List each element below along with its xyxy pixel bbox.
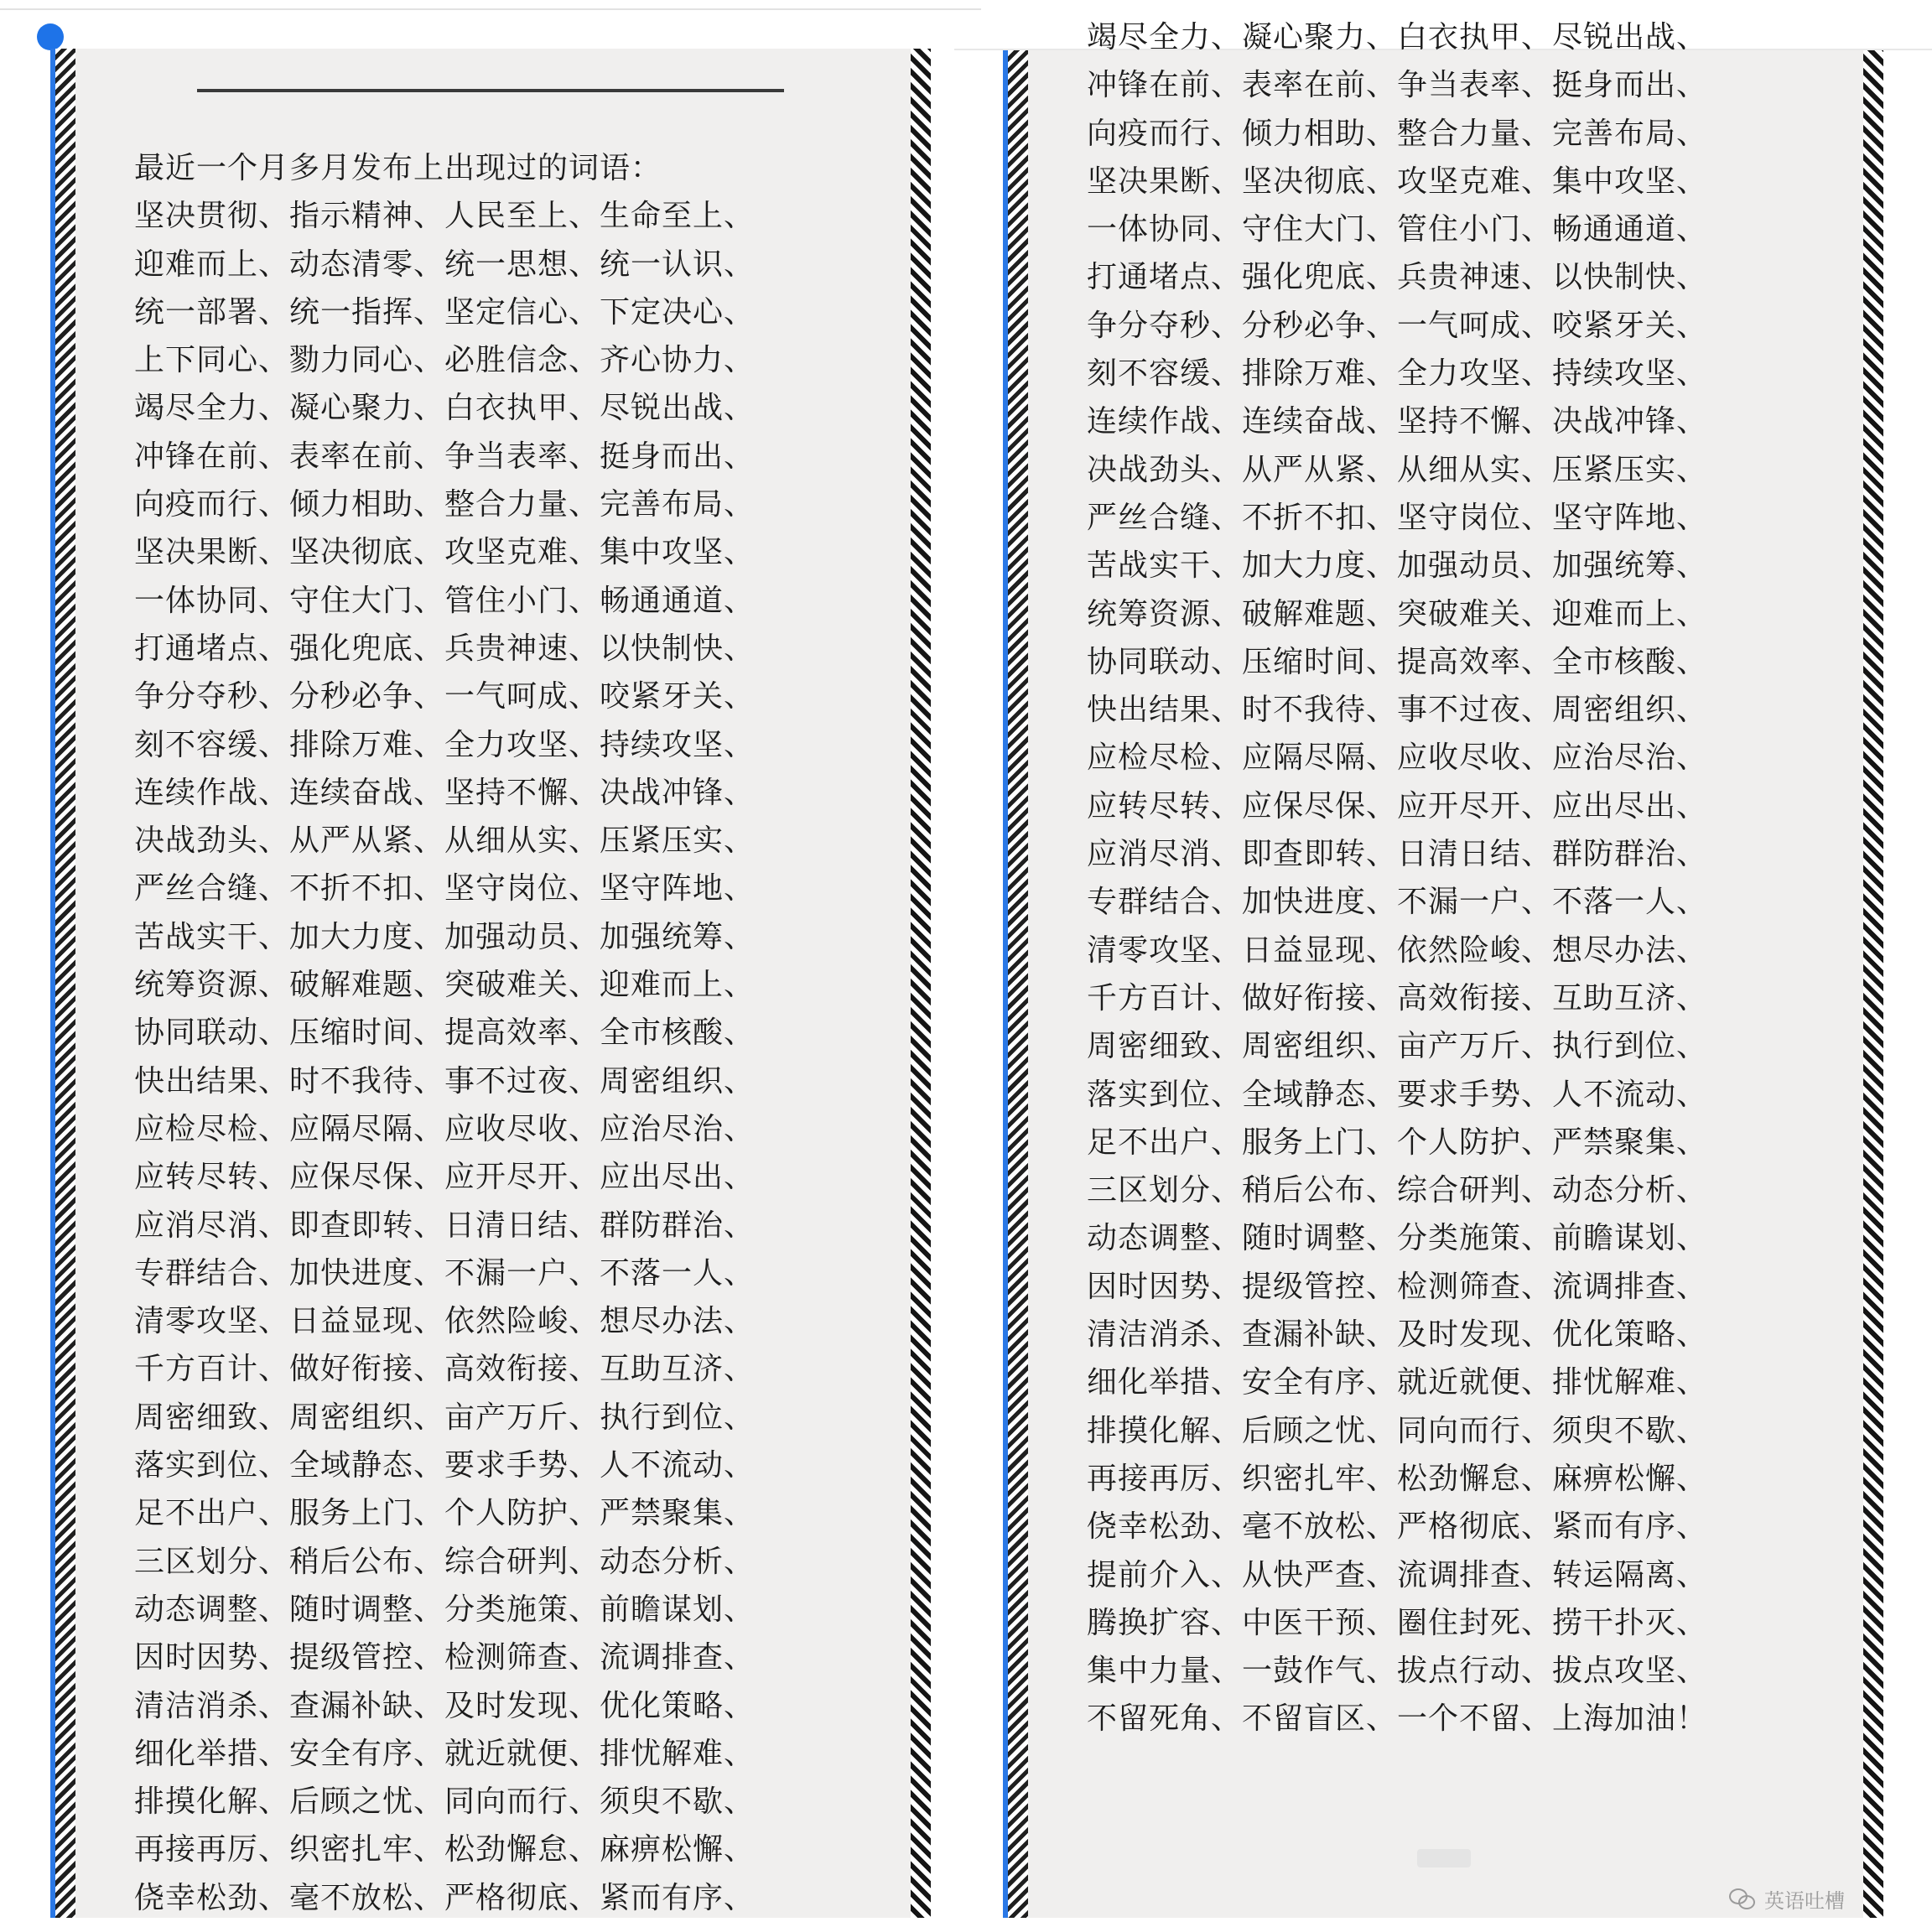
text-line: 再接再厉、织密扎牢、松劲懈怠、麻痹松懈、	[134, 1832, 756, 1867]
text-line: 三区划分、稍后公布、综合研判、动态分析、	[134, 1544, 756, 1579]
right-zigzag-border	[911, 49, 931, 1918]
text-line: 专群结合、加快进度、不漏一户、不落一人、	[1087, 885, 1708, 920]
text-line: 侥幸松劲、毫不放松、严格彻底、紧而有序、	[1087, 1509, 1708, 1545]
text-line: 应消尽消、即查即转、日清日结、群防群治、	[134, 1208, 756, 1243]
text-line: 连续作战、连续奋战、坚持不懈、决战冲锋、	[1087, 404, 1708, 439]
text-line: 快出结果、时不我待、事不过夜、周密组织、	[134, 1063, 756, 1099]
wechat-icon	[1729, 1887, 1758, 1910]
text-line: 清零攻坚、日益显现、依然险峻、想尽办法、	[134, 1304, 756, 1339]
text-line: 集中力量、一鼓作气、拔点行动、拔点攻坚、	[1087, 1654, 1708, 1689]
text-line: 坚决果断、坚决彻底、攻坚克难、集中攻坚、	[1087, 164, 1708, 199]
text-line: 刻不容缓、排除万难、全力攻坚、持续攻坚、	[134, 727, 756, 762]
text-line: 因时因势、提级管控、检测筛查、流调排查、	[134, 1640, 756, 1675]
text-line: 坚决果断、坚决彻底、攻坚克难、集中攻坚、	[134, 535, 756, 570]
text-line: 决战劲头、从严从紧、从细从实、压紧压实、	[134, 823, 756, 859]
text-line: 动态调整、随时调整、分类施策、前瞻谋划、	[1087, 1221, 1708, 1256]
text-line: 三区划分、稍后公布、综合研判、动态分析、	[1087, 1173, 1708, 1208]
right-text-block	[1087, 13, 1833, 1743]
text-line: 向疫而行、倾力相助、整合力量、完善布局、	[134, 487, 756, 522]
text-line: 细化举措、安全有序、就近就便、排忧解难、	[134, 1736, 756, 1771]
text-line: 竭尽全力、凝心聚力、白衣执甲、尽锐出战、	[134, 391, 756, 426]
text-line: 统一部署、统一指挥、坚定信心、下定决心、	[134, 294, 756, 330]
text-line: 苦战实干、加大力度、加强动员、加强统筹、	[134, 919, 756, 954]
text-line: 应转尽转、应保尽保、应开尽开、应出尽出、	[1087, 788, 1708, 823]
intro-line: 最近一个月多月发布上出现过的词语：	[134, 151, 662, 185]
text-line: 冲锋在前、表率在前、争当表率、挺身而出、	[1087, 68, 1708, 103]
left-text-block	[134, 144, 880, 1922]
text-line: 排摸化解、后顾之忧、同向而行、须臾不歇、	[1087, 1413, 1708, 1448]
text-line: 决战劲头、从严从紧、从细从实、压紧压实、	[1087, 452, 1708, 487]
text-line: 一体协同、守住大门、管住小门、畅通通道、	[1087, 212, 1708, 247]
text-line: 协同联动、压缩时间、提高效率、全市核酸、	[134, 1016, 756, 1051]
text-line: 周密细致、周密组织、亩产万斤、执行到位、	[1087, 1029, 1708, 1064]
text-line: 争分夺秒、分秒必争、一气呵成、咬紧牙关、	[134, 679, 756, 714]
text-line: 打通堵点、强化兜底、兵贵神速、以快制快、	[1087, 260, 1708, 295]
text-line: 争分夺秒、分秒必争、一气呵成、咬紧牙关、	[1087, 308, 1708, 343]
text-line: 刻不容缓、排除万难、全力攻坚、持续攻坚、	[1087, 356, 1708, 392]
text-line: 应转尽转、应保尽保、应开尽开、应出尽出、	[134, 1160, 756, 1195]
text-line: 清洁消杀、查漏补缺、及时发现、优化策略、	[134, 1688, 756, 1723]
text-line: 向疫而行、倾力相助、整合力量、完善布局、	[1087, 116, 1708, 151]
text-line: 再接再厉、织密扎牢、松劲懈怠、麻痹松懈、	[1087, 1461, 1708, 1496]
text-line: 清洁消杀、查漏补缺、及时发现、优化策略、	[1087, 1317, 1708, 1353]
text-line: 应检尽检、应隔尽隔、应收尽收、应治尽治、	[1087, 740, 1708, 776]
text-line: 提前介入、从快严查、流调排查、转运隔离、	[1087, 1557, 1708, 1592]
text-line: 竭尽全力、凝心聚力、白衣执甲、尽锐出战、	[1087, 20, 1708, 55]
text-line: 足不出户、服务上门、个人防护、严禁聚集、	[134, 1496, 756, 1531]
text-line: 冲锋在前、表率在前、争当表率、挺身而出、	[134, 439, 756, 474]
text-line: 落实到位、全域静态、要求手势、人不流动、	[1087, 1077, 1708, 1112]
text-line: 千方百计、做好衔接、高效衔接、互助互济、	[134, 1352, 756, 1387]
blurred-mark	[1417, 1849, 1471, 1867]
scroll-handle[interactable]	[37, 23, 64, 50]
text-line: 统筹资源、破解难题、突破难关、迎难而上、	[134, 968, 756, 1003]
watermark-text: 英语吐槽	[1764, 1888, 1845, 1913]
text-line: 快出结果、时不我待、事不过夜、周密组织、	[1087, 693, 1708, 728]
left-striped-border	[1003, 50, 1028, 1918]
text-line: 腾换扩容、中医干预、圈住封死、捞干扑灭、	[1087, 1605, 1708, 1640]
text-line: 上下同心、勠力同心、必胜信念、齐心协力、	[134, 343, 756, 378]
text-line: 迎难而上、动态清零、统一思想、统一认识、	[134, 247, 756, 282]
text-line: 排摸化解、后顾之忧、同向而行、须臾不歇、	[134, 1784, 756, 1820]
text-line: 坚决贯彻、指示精神、人民至上、生命至上、	[134, 199, 756, 234]
right-document-panel	[1003, 20, 1883, 1918]
text-line: 侥幸松劲、毫不放松、严格彻底、紧而有序、	[134, 1880, 756, 1915]
text-line: 协同联动、压缩时间、提高效率、全市核酸、	[1087, 644, 1708, 679]
text-line: 动态调整、随时调整、分类施策、前瞻谋划、	[134, 1592, 756, 1627]
text-line: 严丝合缝、不折不扣、坚守岗位、坚守阵地、	[1087, 500, 1708, 535]
text-line: 连续作战、连续奋战、坚持不懈、决战冲锋、	[134, 775, 756, 810]
text-line: 清零攻坚、日益显现、依然险峻、想尽办法、	[1087, 932, 1708, 968]
text-line: 因时因势、提级管控、检测筛查、流调排查、	[1087, 1269, 1708, 1304]
text-line: 苦战实干、加大力度、加强动员、加强统筹、	[1087, 548, 1708, 584]
watermark	[1729, 1882, 1845, 1915]
text-line: 周密细致、周密组织、亩产万斤、执行到位、	[134, 1400, 756, 1435]
text-line: 专群结合、加快进度、不漏一户、不落一人、	[134, 1255, 756, 1291]
text-line: 统筹资源、破解难题、突破难关、迎难而上、	[1087, 596, 1708, 631]
text-line: 一体协同、守住大门、管住小门、畅通通道、	[134, 583, 756, 618]
text-line: 应检尽检、应隔尽隔、应收尽收、应治尽治、	[134, 1111, 756, 1146]
text-line: 严丝合缝、不折不扣、坚守岗位、坚守阵地、	[134, 871, 756, 906]
text-line: 不留死角、不留盲区、一个不留、上海加油！	[1087, 1701, 1708, 1737]
top-divider-left	[0, 8, 981, 10]
text-line: 应消尽消、即查即转、日清日结、群防群治、	[1087, 837, 1708, 872]
text-line: 打通堵点、强化兜底、兵贵神速、以快制快、	[134, 631, 756, 666]
right-zigzag-border	[1863, 50, 1883, 1918]
text-line: 落实到位、全域静态、要求手势、人不流动、	[134, 1448, 756, 1483]
text-line: 细化举措、安全有序、就近就便、排忧解难、	[1087, 1365, 1708, 1400]
text-line: 千方百计、做好衔接、高效衔接、互助互济、	[1087, 980, 1708, 1016]
text-line: 足不出户、服务上门、个人防护、严禁聚集、	[1087, 1125, 1708, 1160]
left-document-panel	[50, 49, 931, 1918]
header-rule	[197, 89, 784, 92]
left-striped-border	[50, 49, 75, 1918]
